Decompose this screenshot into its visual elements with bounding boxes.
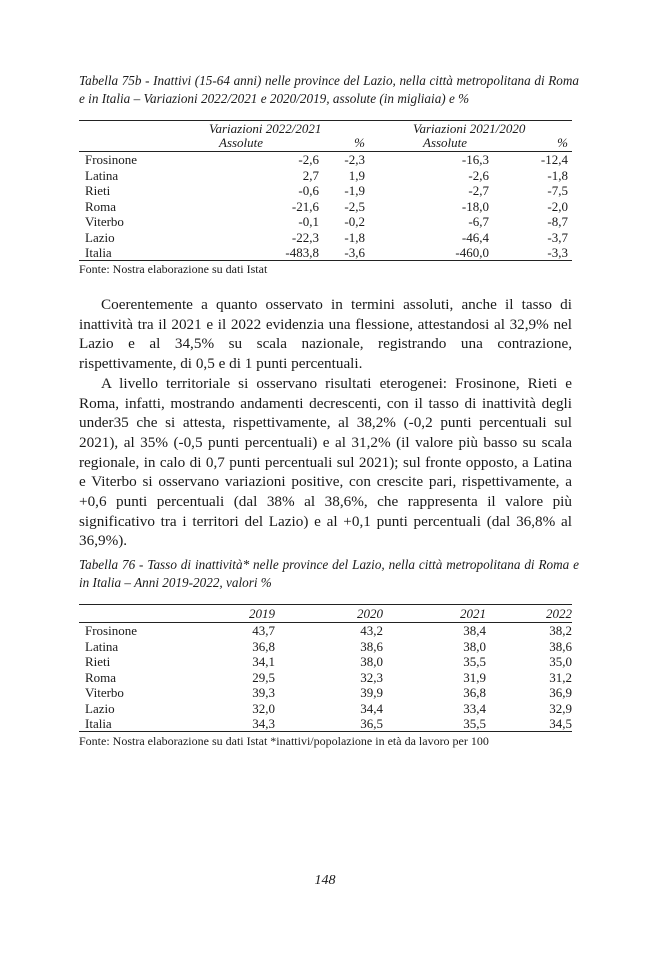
row-label: Italia xyxy=(85,245,112,260)
cell-abs-2022-2021: -483,8 xyxy=(285,245,319,260)
cell-pct-2022-2021: 1,9 xyxy=(348,167,365,183)
cell-value: 43,7 xyxy=(252,623,275,638)
row-label: Lazio xyxy=(85,229,115,245)
row-label: Roma xyxy=(85,198,117,214)
row-label: Frosinone xyxy=(85,152,137,167)
row-label: Latina xyxy=(85,167,119,183)
cell-pct-2021-2020: -12,4 xyxy=(540,152,568,167)
cell-abs-2021-2020: -16,3 xyxy=(461,152,489,167)
cell-value: 39,3 xyxy=(252,685,275,700)
page-number: 148 xyxy=(314,873,336,888)
cell-value: 34,5 xyxy=(549,716,572,731)
cell-abs-2022-2021: -21,6 xyxy=(291,198,319,214)
cell-pct-2021-2020: -7,5 xyxy=(547,183,568,198)
cell-value: 38,0 xyxy=(463,638,486,654)
cell-pct-2022-2021: -1,8 xyxy=(344,229,365,245)
cell-abs-2021-2020: -2,6 xyxy=(468,167,489,183)
cell-value: 34,3 xyxy=(252,716,275,731)
table-75b xyxy=(79,118,572,270)
cell-value: 38,4 xyxy=(463,623,486,638)
table-75b-source: Fonte: Nostra elaborazione su dati Istat xyxy=(79,262,268,276)
cell-value: 34,4 xyxy=(360,700,383,716)
year-header: 2022 xyxy=(546,606,572,621)
cell-pct-2022-2021: -1,9 xyxy=(344,183,365,198)
table-bottom-rule xyxy=(79,731,572,732)
subheader-pct-1: % xyxy=(354,135,365,150)
cell-value: 39,9 xyxy=(360,685,383,700)
cell-abs-2022-2021: -22,3 xyxy=(291,229,319,245)
cell-value: 34,1 xyxy=(252,654,275,669)
cell-pct-2021-2020: -3,7 xyxy=(547,229,568,245)
table-75b-caption: Tabella 75b - Inattivi (15-64 anni) nelle province del Lazio, nella città metropolitana di Roma e in Italia – Variazioni 2022/2021 e 2020/2019, assolute (in migliaia) e % xyxy=(79,73,579,106)
cell-pct-2021-2020: -1,8 xyxy=(547,167,568,183)
cell-pct-2022-2021: -3,6 xyxy=(344,245,365,260)
cell-value: 35,5 xyxy=(463,716,486,731)
row-label: Roma xyxy=(85,669,117,685)
row-label: Rieti xyxy=(85,654,111,669)
cell-pct-2022-2021: -2,5 xyxy=(344,198,365,214)
cell-abs-2022-2021: 2,7 xyxy=(302,167,319,183)
group-header-2021-2020: Variazioni 2021/2020 xyxy=(413,121,526,136)
cell-value: 31,9 xyxy=(463,669,486,685)
cell-value: 33,4 xyxy=(463,700,486,716)
year-header: 2021 xyxy=(460,606,486,621)
cell-abs-2022-2021: -2,6 xyxy=(298,152,319,167)
row-label: Italia xyxy=(85,716,112,731)
row-label: Viterbo xyxy=(85,685,124,700)
subheader-pct-2: % xyxy=(557,135,568,150)
subheader-absolute-2: Assolute xyxy=(423,135,468,150)
cell-abs-2022-2021: -0,1 xyxy=(298,214,319,229)
cell-value: 29,5 xyxy=(252,669,275,685)
cell-value: 35,0 xyxy=(549,654,572,669)
row-label: Latina xyxy=(85,638,119,654)
cell-value: 32,9 xyxy=(549,700,572,716)
cell-abs-2021-2020: -46,4 xyxy=(461,229,489,245)
paragraph-2: A livello territoriale si osservano risultati eterogenei: Frosinone, Rieti e Roma, infatti, mostrando andamenti decrescenti, con il tasso di inattività degli under35 che si attesta, rispettivamente, al 38,2% (-0,2 punti percentuali sul 2021), al 35% (-0,5 punti percentuali) e al 31,2% (il valore più basso su scala regionale, in calo di 0,7 punti percentuali sul 2021); sul fronte opposto, a Latina e Viterbo si osservano variazioni positive, con crescite pari, rispettivamente, a +0,6 punti percentuali (dal 38% al 38,6%, che rappresenta il valore più significativo tra i territori del Lazio) e al +0,1 punti percentuali (dal 36,8% al 36,9%). xyxy=(79,374,572,550)
cell-value: 43,2 xyxy=(360,623,383,638)
cell-abs-2021-2020: -2,7 xyxy=(468,183,489,198)
table-header-rule xyxy=(79,151,572,152)
cell-value: 38,6 xyxy=(360,638,383,654)
paragraph-1: Coerentemente a quanto osservato in termini assoluti, anche il tasso di inattività tra il 2021 e il 2022 evidenzia una flessione, attestandosi al 32,9% nel Lazio e al 34,5% su scala nazionale, registrando una contrazione, rispettivamente, di 0,5 e di 1 punti percentuali. xyxy=(79,296,572,373)
table-bottom-rule xyxy=(79,260,572,261)
subheader-absolute-1: Assolute xyxy=(219,135,264,150)
cell-value: 36,8 xyxy=(463,685,486,700)
cell-value: 36,8 xyxy=(252,638,275,654)
group-header-2022-2021: Variazioni 2022/2021 xyxy=(209,121,322,136)
table-76-caption: Tabella 76 - Tasso di inattività* nelle province del Lazio, nella città metropolitana di Roma e in Italia – Anni 2019-2022, valori % xyxy=(79,557,579,590)
cell-value: 32,3 xyxy=(360,669,383,685)
cell-abs-2022-2021: -0,6 xyxy=(298,183,319,198)
cell-value: 35,5 xyxy=(463,654,486,669)
table-header-rule xyxy=(79,622,572,623)
cell-value: 36,9 xyxy=(549,685,572,700)
cell-abs-2021-2020: -6,7 xyxy=(468,214,489,229)
table-76 xyxy=(79,602,572,742)
cell-value: 38,6 xyxy=(549,638,572,654)
cell-value: 38,2 xyxy=(549,623,572,638)
year-header: 2019 xyxy=(249,606,275,621)
row-label: Lazio xyxy=(85,700,115,716)
cell-abs-2021-2020: -460,0 xyxy=(455,245,489,260)
row-label: Frosinone xyxy=(85,623,137,638)
cell-value: 36,5 xyxy=(360,716,383,731)
row-label: Viterbo xyxy=(85,214,124,229)
cell-value: 32,0 xyxy=(252,700,275,716)
cell-value: 38,0 xyxy=(360,654,383,669)
body-text xyxy=(79,295,572,551)
table-top-rule xyxy=(79,604,572,605)
cell-pct-2021-2020: -8,7 xyxy=(547,214,568,229)
cell-pct-2021-2020: -2,0 xyxy=(547,198,568,214)
year-header: 2020 xyxy=(357,606,383,621)
cell-pct-2022-2021: -0,2 xyxy=(344,214,365,229)
cell-value: 31,2 xyxy=(549,669,572,685)
cell-pct-2021-2020: -3,3 xyxy=(547,245,568,260)
cell-pct-2022-2021: -2,3 xyxy=(344,152,365,167)
row-label: Rieti xyxy=(85,183,111,198)
cell-abs-2021-2020: -18,0 xyxy=(461,198,489,214)
table-76-source: Fonte: Nostra elaborazione su dati Istat *inattivi/popolazione in età da lavoro per 100 xyxy=(79,734,489,748)
